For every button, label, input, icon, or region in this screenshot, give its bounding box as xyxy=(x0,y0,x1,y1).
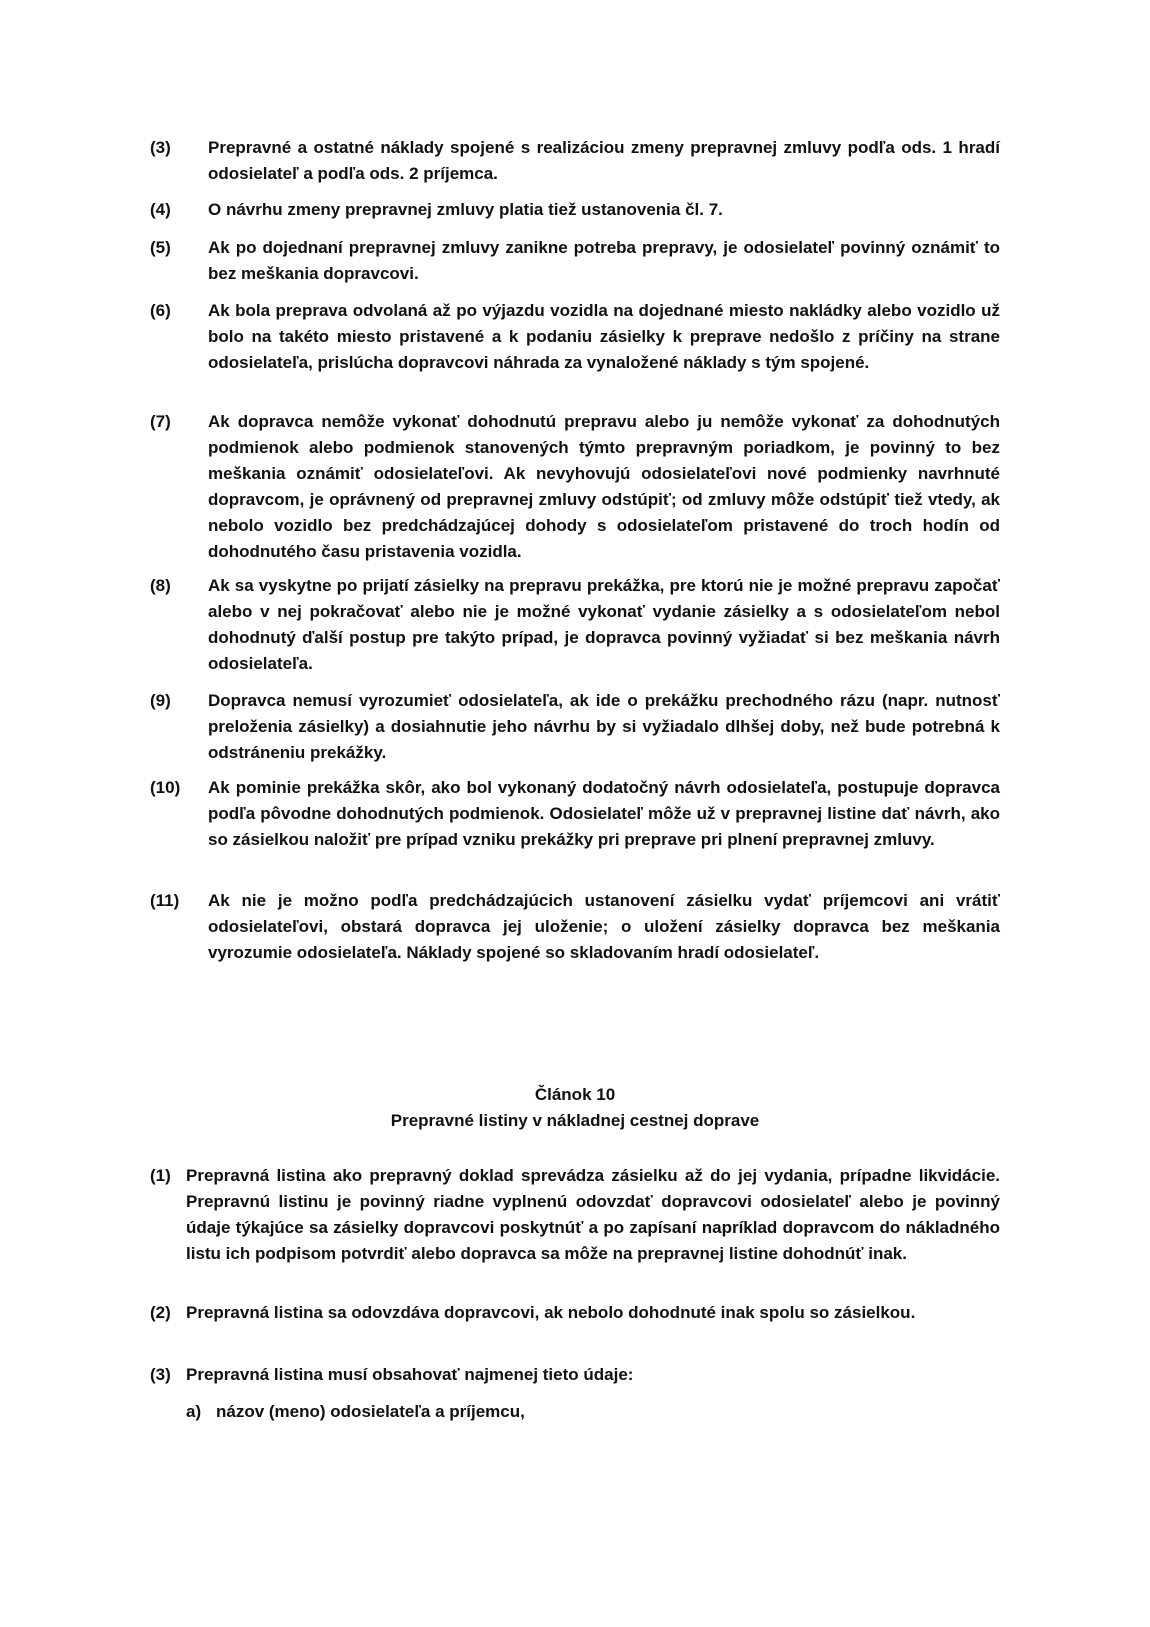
article-paragraph-2 xyxy=(150,1300,1000,1326)
article-paragraph-1 xyxy=(150,1163,1000,1267)
article-title: Článok 10 xyxy=(534,1085,616,1104)
paragraph-text: Ak po dojednaní prepravnej zmluvy zanikne potreba prepravy, je odosielateľ povinný oznámiť to bez meškania dopravcovi. xyxy=(208,238,1000,283)
paragraph-number: (5) xyxy=(150,238,171,257)
paragraph-number: (8) xyxy=(150,576,171,595)
paragraph-3 xyxy=(150,135,1000,187)
paragraph-number: (3) xyxy=(150,138,171,157)
paragraph-number: (3) xyxy=(150,1365,171,1384)
paragraph-text: O návrhu zmeny prepravnej zmluvy platia tiež ustanovenia čl. 7. xyxy=(208,200,723,219)
article-subtitle: Prepravné listiny v nákladnej cestnej doprave xyxy=(390,1111,760,1130)
paragraph-6 xyxy=(150,298,1000,376)
paragraph-text: Ak nie je možno podľa predchádzajúcich ustanovení zásielku vydať príjemcovi ani vrátiť odosielateľovi, obstará dopravca jej uloženie; o uložení zásielky dopravca bez meškania vyrozumie odosielateľa. Náklady spojené so skladovaním hradí odosielateľ. xyxy=(208,891,1000,962)
paragraph-11 xyxy=(150,888,1000,966)
list-item-a xyxy=(186,1399,1000,1425)
paragraph-9 xyxy=(150,688,1000,766)
paragraph-number: (7) xyxy=(150,412,171,431)
paragraph-number: (4) xyxy=(150,200,171,219)
paragraph-7 xyxy=(150,409,1000,565)
paragraph-number: (1) xyxy=(150,1166,171,1185)
paragraph-8 xyxy=(150,573,1000,677)
paragraph-4 xyxy=(150,197,1000,223)
paragraph-text: Ak dopravca nemôže vykonať dohodnutú prepravu alebo ju nemôže vykonať za dohodnutých podmienok alebo podmienok stanovených týmto prepravným poriadkom, je povinný to bez meškania oznámiť odosielateľovi. Ak nevyhovujú odosielateľovi nové podmienky navrhnuté dopravcom, je oprávnený od prepravnej zmluvy odstúpiť; od zmluvy môže odstúpiť tiež vtedy, ak nebolo vozidlo bez predchádzajúcej dohody s odosielateľom pristavené do troch hodín od dohodnutého času pristavenia vozidla. xyxy=(208,412,1000,561)
article-paragraph-3 xyxy=(150,1362,1000,1388)
paragraph-text: Ak sa vyskytne po prijatí zásielky na prepravu prekážka, pre ktorú nie je možné prepravu započať alebo v nej pokračovať alebo nie je možné vykonať vydanie zásielky a s odosielateľom nebol dohodnutý ďalší postup pre takýto prípad, je dopravca povinný vyžiadať si bez meškania návrh odosielateľa. xyxy=(208,576,1000,673)
paragraph-10 xyxy=(150,775,1000,853)
paragraph-text: Dopravca nemusí vyrozumieť odosielateľa, ak ide o prekážku prechodného rázu (napr. nutnosť preloženia zásielky) a dosiahnutie jeho návrhu by si vyžiadalo dlhšej doby, než bude potrebná k odstráneniu prekážky. xyxy=(208,691,1000,762)
paragraph-number: (6) xyxy=(150,301,171,320)
paragraph-5 xyxy=(150,235,1000,287)
paragraph-text: Prepravná listina sa odovzdáva dopravcovi, ak nebolo dohodnuté inak spolu so zásielkou. xyxy=(186,1303,916,1322)
paragraph-number: (2) xyxy=(150,1303,171,1322)
paragraph-text: Prepravná listina ako prepravný doklad sprevádza zásielku až do jej vydania, prípadne likvidácie. Prepravnú listinu je povinný riadne vyplnenú odovzdať dopravcovi odosielateľ alebo je povinný údaje týkajúce sa zásielky dopravcovi poskytnúť a po zapísaní napríklad dopravcom do nákladného listu ich podpisom potvrdiť alebo dopravca sa môže na prepravnej listine dohodnúť inak. xyxy=(186,1166,1000,1263)
paragraph-text: Ak pominie prekážka skôr, ako bol vykonaný dodatočný návrh odosielateľa, postupuje dopravca podľa pôvodne dohodnutých podmienok. Odosielateľ môže už v prepravnej listine dať návrh, ako so zásielkou naložiť pre prípad vzniku prekážky pri preprave pri plnení prepravnej zmluvy. xyxy=(208,778,1000,849)
list-item-letter: a) xyxy=(186,1402,202,1421)
paragraph-text: Prepravná listina musí obsahovať najmenej tieto údaje: xyxy=(186,1365,634,1384)
paragraph-number: (10) xyxy=(150,778,181,797)
paragraph-text: Prepravné a ostatné náklady spojené s realizáciou zmeny prepravnej zmluvy podľa ods. 1 hradí odosielateľ a podľa ods. 2 príjemca. xyxy=(208,138,1000,183)
paragraph-number: (11) xyxy=(150,891,180,910)
list-item-text: názov (meno) odosielateľa a príjemcu, xyxy=(216,1402,525,1421)
paragraph-number: (9) xyxy=(150,691,171,710)
paragraph-text: Ak bola preprava odvolaná až po výjazdu vozidla na dojednané miesto nakládky alebo vozidlo už bolo na takéto miesto pristavené a k podaniu zásielky k preprave nedošlo z príčiny na strane odosielateľa, prislúcha dopravcovi náhrada za vynaložené náklady s tým spojené. xyxy=(208,301,1000,372)
